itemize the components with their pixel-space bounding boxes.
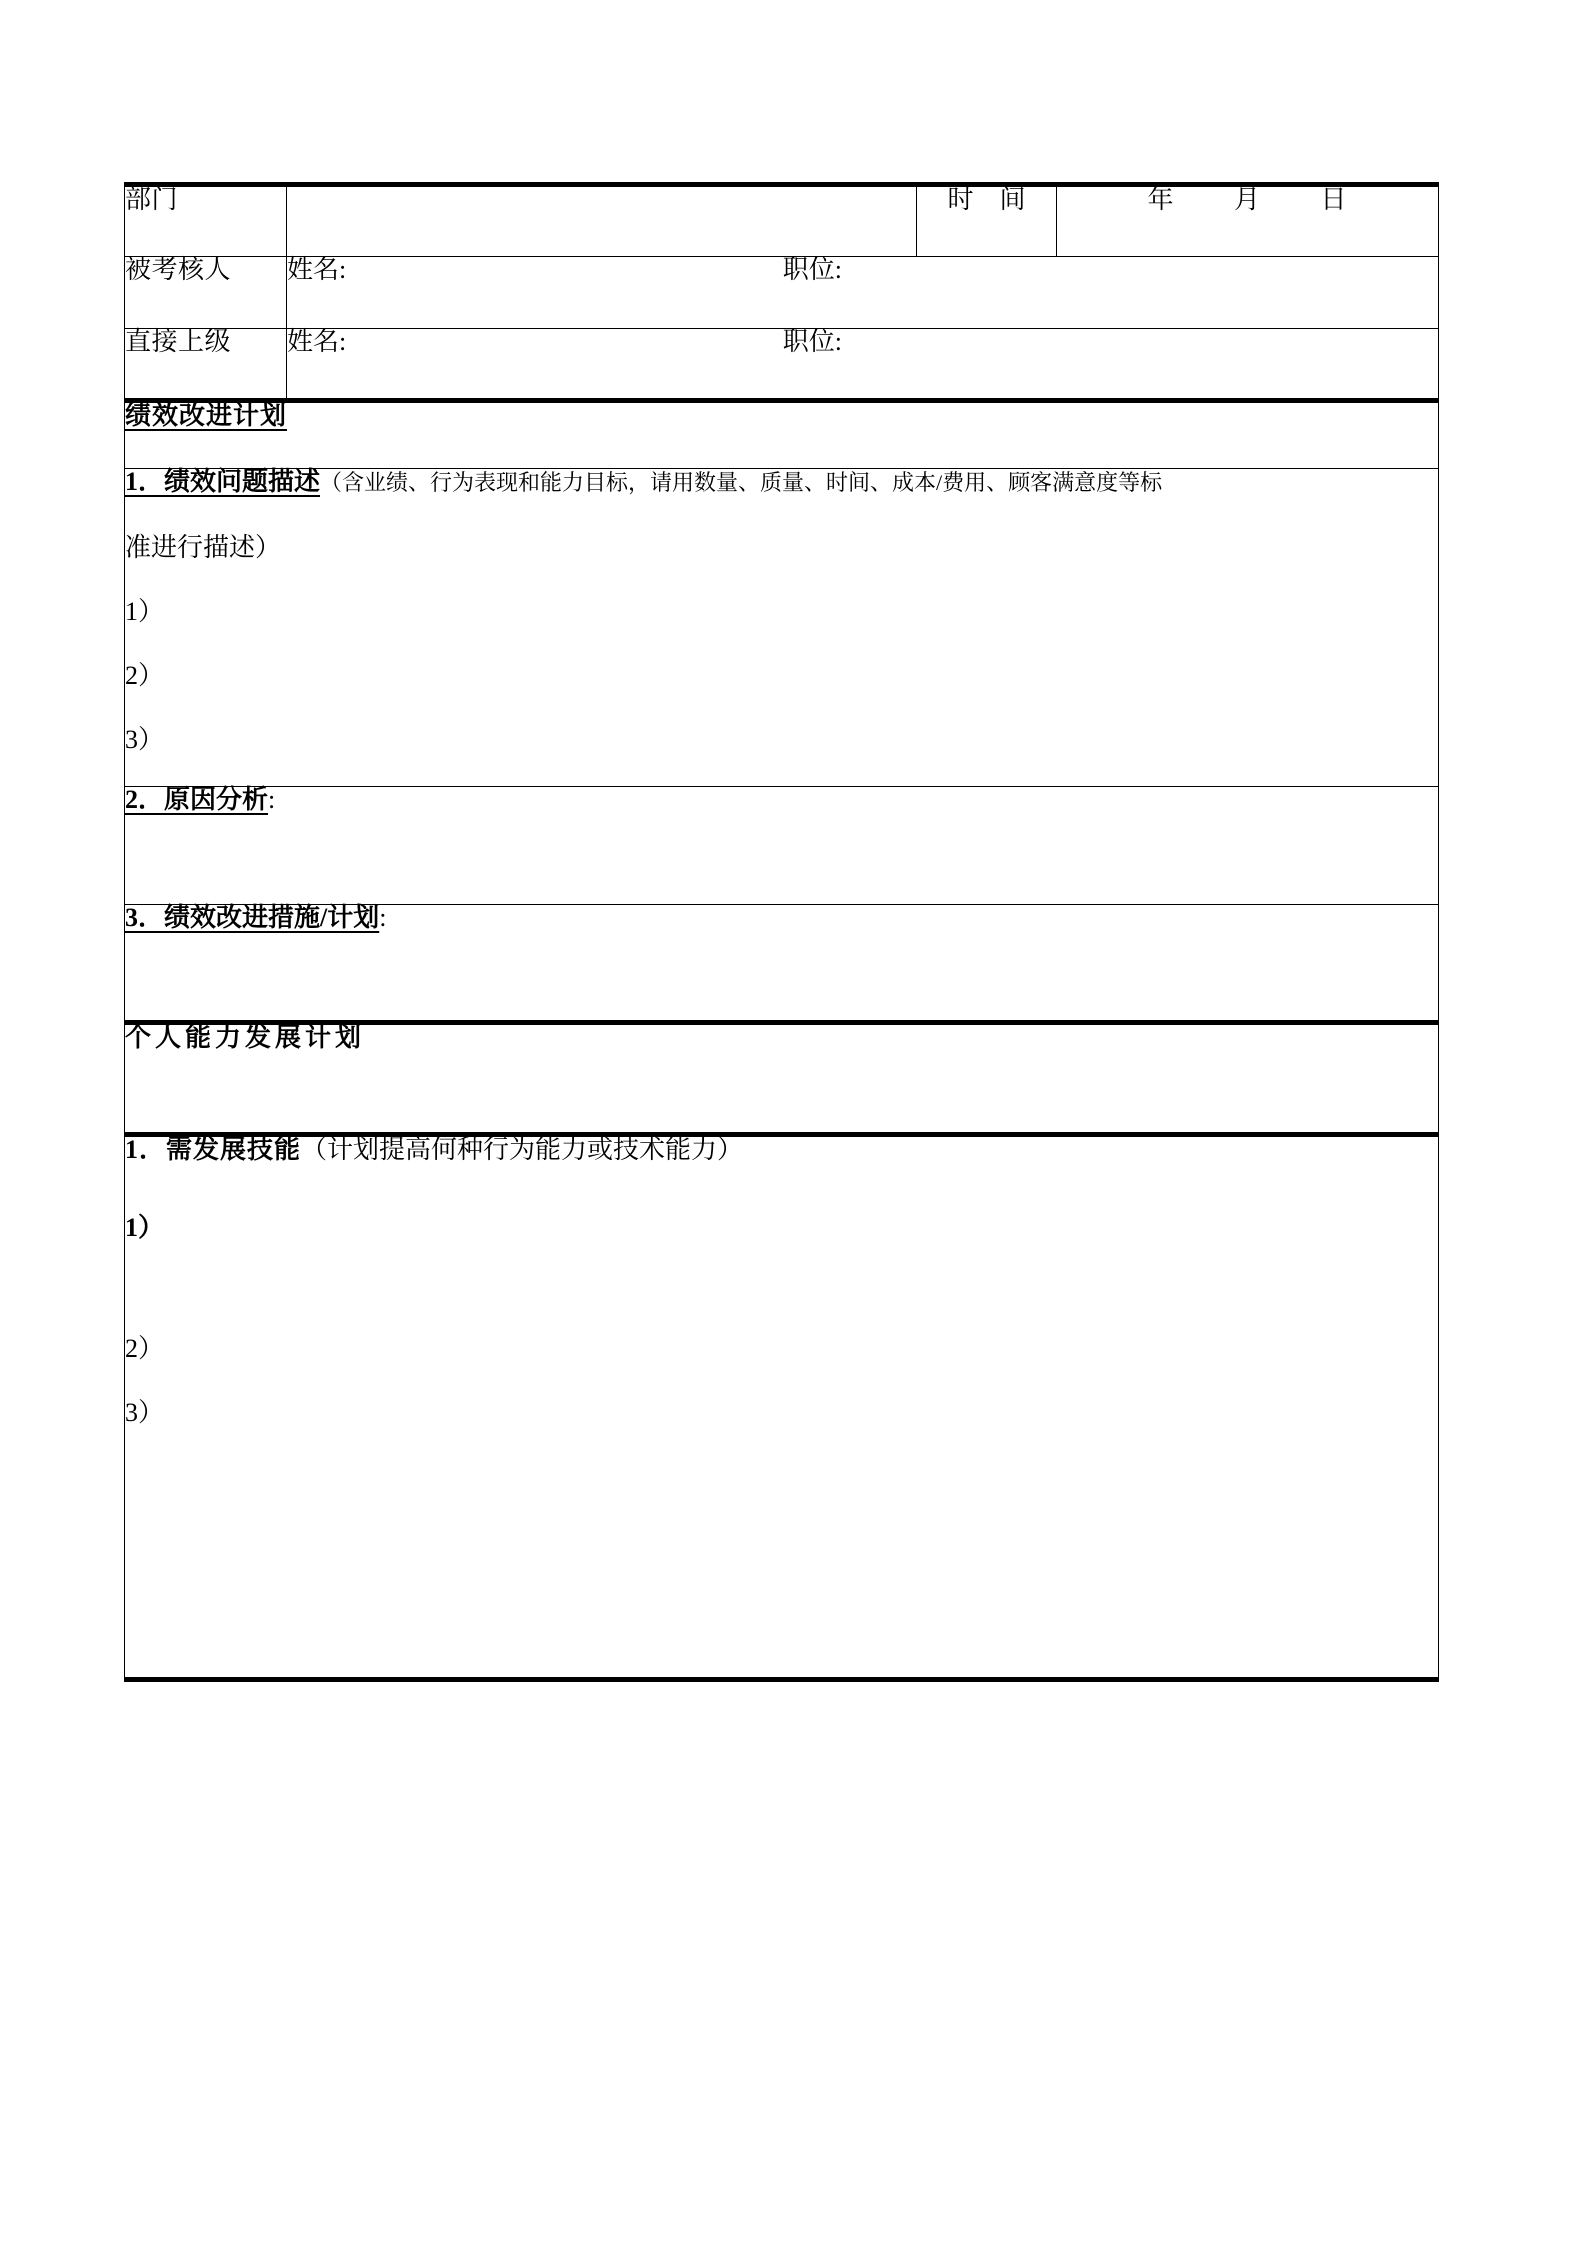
table-row-improvement-measures xyxy=(125,905,1439,1023)
date-value-cell[interactable] xyxy=(1057,185,1439,257)
table-row-supervisor xyxy=(125,329,1439,401)
cause-analysis-cell[interactable] xyxy=(125,787,1439,905)
supervisor-name-label: 姓名: xyxy=(287,327,347,356)
department-value-cell[interactable] xyxy=(287,185,917,257)
skill-entry-2[interactable]: 2） xyxy=(125,1334,165,1363)
problem-description-heading: 1．绩效问题描述 xyxy=(125,467,321,496)
date-month-label: 月 xyxy=(1233,185,1261,214)
supervisor-fields-cell[interactable] xyxy=(287,329,1439,401)
skills-to-develop-note: （计划提高何种行为能力或技术能力） xyxy=(301,1135,744,1164)
supervisor-role-label: 直接上级 xyxy=(125,327,232,356)
section-performance-title: 绩效改进计划 xyxy=(125,401,288,430)
date-day-label: 日 xyxy=(1320,185,1348,214)
section-development-title: 个人能力发展计划 xyxy=(125,1023,366,1052)
table-row-section-performance-title xyxy=(125,401,1439,469)
date-year-label: 年 xyxy=(1147,185,1175,214)
time-label-cell xyxy=(917,185,1057,257)
table-row-section-development-title xyxy=(125,1023,1439,1135)
problem-entry-2[interactable]: 2） xyxy=(125,661,165,690)
skills-to-develop-heading: 1．需发展技能 xyxy=(125,1135,302,1164)
appraisee-position-label: 职位: xyxy=(782,255,842,284)
skill-entry-3[interactable]: 3） xyxy=(125,1398,165,1427)
improvement-measures-colon: : xyxy=(379,903,387,932)
problem-description-note-line2: 准进行描述） xyxy=(125,533,282,562)
table-row-department xyxy=(125,185,1439,257)
cause-analysis-colon: : xyxy=(268,785,276,814)
problem-entry-3[interactable]: 3） xyxy=(125,725,165,754)
department-label-cell xyxy=(125,185,287,257)
problem-entry-1[interactable]: 1） xyxy=(125,597,165,626)
skill-entry-1[interactable]: 1） xyxy=(125,1213,165,1242)
improvement-measures-cell[interactable] xyxy=(125,905,1439,1023)
supervisor-role-label-cell xyxy=(125,329,287,401)
table-row-skills-to-develop xyxy=(125,1135,1439,1680)
table-row-problem-description xyxy=(125,469,1439,787)
appraisee-name-label: 姓名: xyxy=(287,255,347,284)
appraisee-role-label-cell xyxy=(125,257,287,329)
appraisee-fields-cell[interactable] xyxy=(287,257,1439,329)
section-performance-title-cell xyxy=(125,401,1439,469)
performance-improvement-plan-table xyxy=(124,182,1439,1682)
department-label: 部门 xyxy=(125,185,179,214)
cause-analysis-heading: 2．原因分析 xyxy=(125,785,269,814)
supervisor-position-label: 职位: xyxy=(782,327,842,356)
time-label: 时 间 xyxy=(947,185,1026,214)
table-row-cause-analysis xyxy=(125,787,1439,905)
problem-description-note-line1: （含业绩、行为表现和能力目标，请用数量、质量、时间、成本/费用、顾客满意度等标 xyxy=(320,470,1163,495)
skills-to-develop-cell[interactable] xyxy=(125,1135,1439,1680)
improvement-measures-heading: 3．绩效改进措施/计划 xyxy=(125,903,380,932)
section-development-title-cell xyxy=(125,1023,1439,1135)
table-row-appraisee xyxy=(125,257,1439,329)
appraisee-role-label: 被考核人 xyxy=(125,255,232,284)
problem-description-cell[interactable] xyxy=(125,469,1439,787)
